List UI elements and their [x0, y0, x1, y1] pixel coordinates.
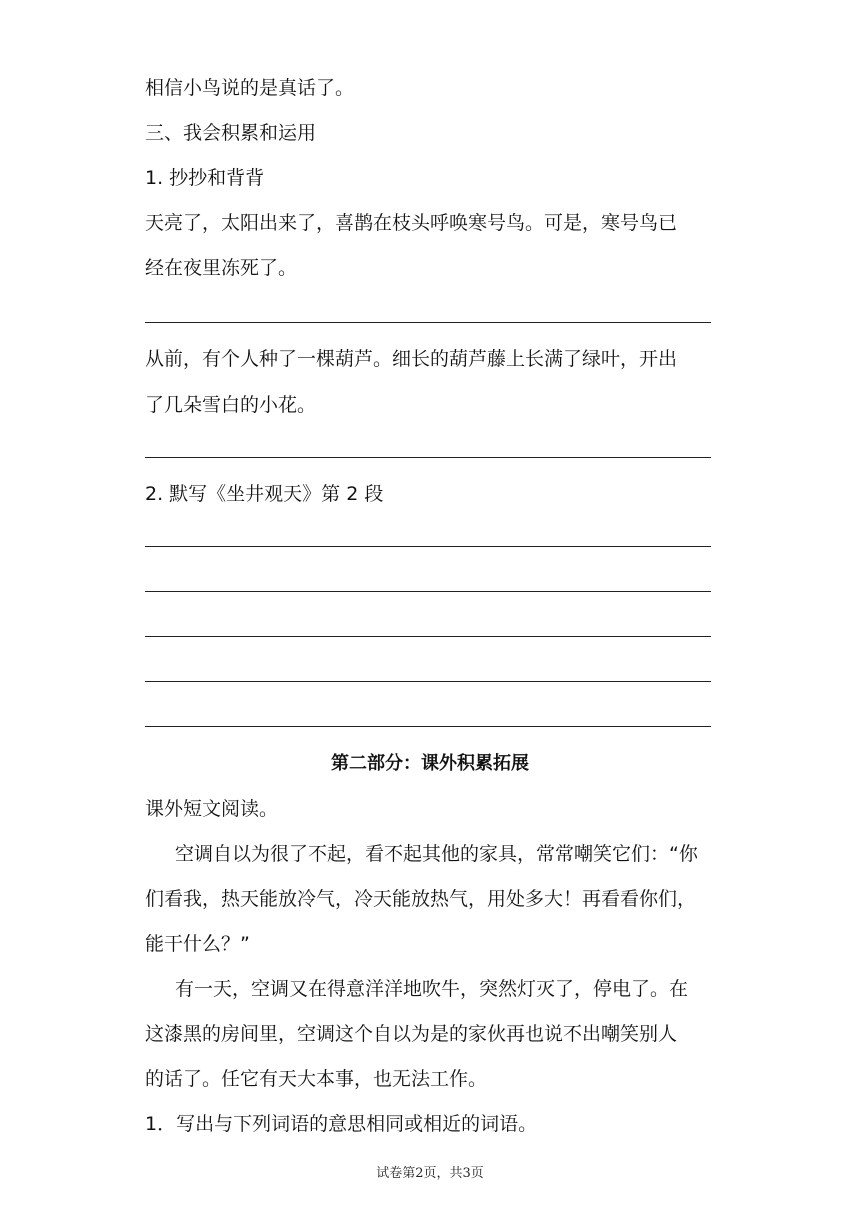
page-footer: 试卷第2页，共3页	[376, 1166, 484, 1181]
paragraph-2-line: 这漆黑的房间里，空调这个自以为是的家伙再也说不出嘲笑别人	[145, 1023, 678, 1045]
answer-line	[145, 726, 711, 727]
paragraph-2-line: 的话了。任它有天大本事，也无法工作。	[145, 1068, 488, 1090]
answer-line	[145, 591, 711, 592]
passage-1-line: 天亮了，太阳出来了，喜鹊在枝头呼唤寒号鸟。可是，寒号鸟已	[145, 212, 678, 234]
answer-line	[145, 681, 711, 682]
paragraph-2-line: 有一天，空调又在得意洋洋地吹牛，突然灯灭了，停电了。在	[175, 978, 689, 1000]
carry-over-line: 相信小鸟说的是真话了。	[145, 77, 355, 99]
answer-line	[145, 322, 711, 323]
reading-subtitle: 课外短文阅读。	[145, 798, 279, 820]
paragraph-1-line: 能干什么？”	[145, 933, 250, 955]
question-1-title: 1. 抄抄和背背	[145, 167, 265, 189]
paragraph-1-line: 空调自以为很了不起，看不起其他的家具，常常嘲笑它们：“你	[175, 843, 698, 865]
answer-line	[145, 457, 711, 458]
answer-line	[145, 546, 711, 547]
part-2-title: 第二部分：课外积累拓展	[331, 753, 529, 774]
passage-1-line: 经在夜里冻死了。	[145, 257, 298, 279]
passage-2-line: 了几朵雪白的小花。	[145, 394, 317, 416]
question-2-title: 2. 默写《坐井观天》第 2 段	[145, 483, 384, 505]
answer-line	[145, 636, 711, 637]
question-1-prompt: 1．写出与下列词语的意思相同或相近的词语。	[145, 1113, 538, 1135]
paragraph-1-line: 们看我，热天能放冷气，冷天能放热气，用处多大！再看看你们，	[145, 888, 697, 910]
section-heading: 三、我会积累和运用	[145, 122, 317, 144]
passage-2-line: 从前，有个人种了一棵葫芦。细长的葫芦藤上长满了绿叶，开出	[145, 348, 678, 370]
